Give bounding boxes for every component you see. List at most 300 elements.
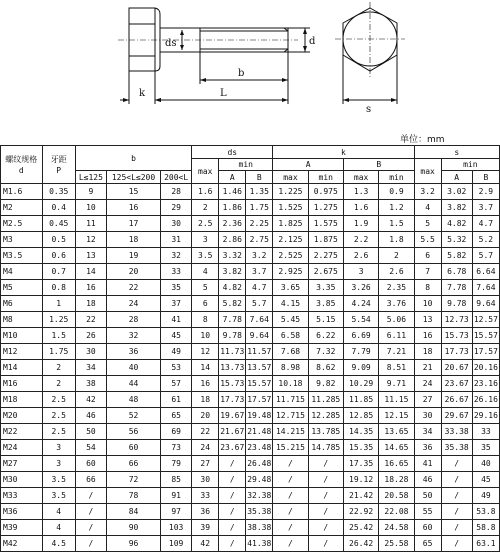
table-cell: 3 <box>343 264 378 280</box>
table-cell: 2.25 <box>246 216 273 232</box>
table-cell: 1.35 <box>246 184 273 200</box>
bolt-spec-table <box>0 145 500 552</box>
table-cell: 8 <box>192 312 219 328</box>
table-cell: / <box>273 456 308 472</box>
table-row <box>1 248 500 264</box>
table-cell: 4.82 <box>441 216 472 232</box>
table-cell: 2 <box>42 360 75 376</box>
table-cell: 29 <box>161 200 192 216</box>
table-row <box>1 504 500 520</box>
table-cell: 27 <box>192 456 219 472</box>
table-cell: 22.92 <box>343 504 378 520</box>
table-row <box>1 520 500 536</box>
header-k-A: A <box>273 159 344 171</box>
table-cell: 24 <box>192 440 219 456</box>
table-cell: 23.67 <box>219 440 246 456</box>
table-cell: 7.64 <box>246 312 273 328</box>
table-cell: 41.38 <box>246 536 273 552</box>
table-row <box>1 424 500 440</box>
table-cell: 41 <box>414 456 441 472</box>
table-cell: 90 <box>107 520 161 536</box>
table-cell: 65 <box>414 536 441 552</box>
table-cell: / <box>75 536 106 552</box>
table-cell: 2.525 <box>273 248 308 264</box>
table-cell: 1.2 <box>379 200 414 216</box>
row-size-cell: M36 <box>1 504 43 520</box>
table-row <box>1 456 500 472</box>
table-cell: 26.67 <box>441 392 472 408</box>
table-cell: 20 <box>192 408 219 424</box>
table-cell: 9.64 <box>472 296 499 312</box>
table-cell: 8.62 <box>308 360 343 376</box>
table-cell: 26.16 <box>472 392 499 408</box>
table-cell: 1 <box>42 296 75 312</box>
table-cell: 15.35 <box>343 440 378 456</box>
table-cell: 4 <box>42 504 75 520</box>
table-cell: / <box>441 456 472 472</box>
table-cell: 91 <box>161 488 192 504</box>
table-cell: 28 <box>161 184 192 200</box>
table-cell: 1.75 <box>42 344 75 360</box>
table-cell: 38.38 <box>246 520 273 536</box>
row-size-cell: M22 <box>1 424 43 440</box>
table-cell: 15.57 <box>472 328 499 344</box>
table-cell: 4 <box>42 520 75 536</box>
table-cell: 1.825 <box>273 216 308 232</box>
table-cell: 30 <box>192 472 219 488</box>
table-cell: 15.215 <box>273 440 308 456</box>
table-cell: 24.58 <box>379 520 414 536</box>
table-cell: 20 <box>107 264 161 280</box>
table-cell: 13.785 <box>308 424 343 440</box>
table-cell: 23.67 <box>441 376 472 392</box>
table-cell: 31 <box>161 232 192 248</box>
table-cell: 36 <box>192 504 219 520</box>
table-cell: 1.3 <box>343 184 378 200</box>
table-cell: 1.6 <box>192 184 219 200</box>
table-cell: 22 <box>75 312 106 328</box>
table-cell: 11.15 <box>379 392 414 408</box>
table-cell: 57 <box>161 376 192 392</box>
table-cell: 2.275 <box>308 248 343 264</box>
table-cell: 3.65 <box>273 280 308 296</box>
table-cell: 11.85 <box>343 392 378 408</box>
table-cell: 29.67 <box>441 408 472 424</box>
header-k-A-min: min <box>308 171 343 184</box>
table-cell: 35.38 <box>246 504 273 520</box>
table-cell: 7.32 <box>308 344 343 360</box>
table-cell: 1.5 <box>379 216 414 232</box>
table-cell: 49 <box>472 488 499 504</box>
table-cell: 0.8 <box>42 280 75 296</box>
table-cell: 12 <box>75 232 106 248</box>
table-cell: 3.76 <box>379 296 414 312</box>
table-cell: 3.26 <box>343 280 378 296</box>
table-cell: 11.285 <box>308 392 343 408</box>
table-cell: / <box>219 488 246 504</box>
table-cell: 49 <box>161 344 192 360</box>
table-cell: 54 <box>75 440 106 456</box>
table-cell: 13.65 <box>379 424 414 440</box>
table-cell: 2.5 <box>192 216 219 232</box>
table-cell: 7.78 <box>219 312 246 328</box>
table-cell: 1.525 <box>273 200 308 216</box>
table-cell: 16 <box>107 200 161 216</box>
label-d: d <box>309 36 316 47</box>
table-cell: 8.51 <box>379 360 414 376</box>
table-cell: 11.57 <box>246 344 273 360</box>
table-cell: 17 <box>107 216 161 232</box>
table-cell: 58.8 <box>472 520 499 536</box>
table-cell: 18 <box>107 232 161 248</box>
row-size-cell: M2.5 <box>1 216 43 232</box>
table-cell: 5.7 <box>472 248 499 264</box>
header-ds-min-A: A <box>219 171 246 184</box>
table-cell: 1.75 <box>246 200 273 216</box>
table-cell: / <box>308 520 343 536</box>
table-cell: 1.275 <box>308 200 343 216</box>
table-cell: 63.1 <box>472 536 499 552</box>
table-cell: 14.35 <box>343 424 378 440</box>
table-cell: 0.9 <box>379 184 414 200</box>
table-cell: / <box>308 536 343 552</box>
table-cell: 36 <box>414 440 441 456</box>
table-cell: 7.68 <box>273 344 308 360</box>
table-cell: 26.48 <box>246 456 273 472</box>
table-cell: 52 <box>107 408 161 424</box>
row-size-cell: M39 <box>1 520 43 536</box>
table-row <box>1 296 500 312</box>
table-cell: 45 <box>472 472 499 488</box>
header-size: 螺纹规格 d <box>1 146 43 184</box>
table-cell: 4.7 <box>472 216 499 232</box>
table-row <box>1 200 500 216</box>
table-cell: 21.42 <box>343 488 378 504</box>
table-cell: 5.54 <box>343 312 378 328</box>
table-cell: 1.25 <box>42 312 75 328</box>
table-row <box>1 280 500 296</box>
table-row <box>1 536 500 552</box>
table-cell: / <box>273 472 308 488</box>
table-header <box>1 146 500 184</box>
table-cell: 1.5 <box>42 328 75 344</box>
table-cell: 10 <box>75 200 106 216</box>
label-ds: ds <box>165 38 177 49</box>
table-cell: 15 <box>107 184 161 200</box>
bolt-head-side <box>129 8 155 71</box>
table-cell: 12.73 <box>441 312 472 328</box>
table-cell: 3.82 <box>219 264 246 280</box>
table-cell: 37 <box>161 296 192 312</box>
table-cell: 6.58 <box>273 328 308 344</box>
table-cell: 0.975 <box>308 184 343 200</box>
table-cell: 19.48 <box>246 408 273 424</box>
table-cell: 13.57 <box>246 360 273 376</box>
table-cell: 1.225 <box>273 184 308 200</box>
table-cell: 8.98 <box>273 360 308 376</box>
table-cell: 10.18 <box>273 376 308 392</box>
table-cell: / <box>308 456 343 472</box>
bolt-drawing <box>0 0 500 126</box>
table-cell: 109 <box>161 536 192 552</box>
row-size-cell: M33 <box>1 488 43 504</box>
table-cell: 14.215 <box>273 424 308 440</box>
table-cell: 2.5 <box>42 392 75 408</box>
header-ds-min-B: B <box>246 171 273 184</box>
table-cell: 16 <box>192 376 219 392</box>
table-cell: 21 <box>414 360 441 376</box>
table-cell: / <box>219 472 246 488</box>
table-cell: 3 <box>42 456 75 472</box>
table-cell: 7.21 <box>379 344 414 360</box>
table-cell: 29.16 <box>472 408 499 424</box>
table-cell: 17.57 <box>246 392 273 408</box>
table-cell: 19.12 <box>343 472 378 488</box>
table-cell: 1.86 <box>219 200 246 216</box>
header-k-B-min: min <box>379 171 414 184</box>
table-cell: 22 <box>107 280 161 296</box>
table-cell: 27 <box>414 392 441 408</box>
table-cell: 85 <box>161 472 192 488</box>
row-size-cell: M10 <box>1 328 43 344</box>
table-cell: 32.38 <box>246 488 273 504</box>
table-cell: 16.65 <box>379 456 414 472</box>
table-row <box>1 328 500 344</box>
table-cell: 38 <box>75 376 106 392</box>
table-cell: 5.2 <box>472 232 499 248</box>
header-k-A-max: max <box>273 171 308 184</box>
table-cell: 2.5 <box>42 424 75 440</box>
table-cell: 3.2 <box>246 248 273 264</box>
header-b: b <box>75 146 191 171</box>
table-cell: 1.46 <box>219 184 246 200</box>
table-cell: 2.35 <box>379 280 414 296</box>
table-cell: 20.58 <box>379 488 414 504</box>
table-cell: 23.48 <box>246 440 273 456</box>
row-size-cell: M3 <box>1 232 43 248</box>
table-cell: 18 <box>192 392 219 408</box>
row-size-cell: M30 <box>1 472 43 488</box>
table-cell: 18.28 <box>379 472 414 488</box>
table-cell: 14 <box>192 360 219 376</box>
table-cell: 60 <box>107 440 161 456</box>
header-s-min-A: A <box>441 171 472 184</box>
table-cell: 26.42 <box>343 536 378 552</box>
table-cell: 23.16 <box>472 376 499 392</box>
table-cell: 17.35 <box>343 456 378 472</box>
table-row <box>1 232 500 248</box>
table-cell: 35 <box>161 280 192 296</box>
table-cell: 2.125 <box>273 232 308 248</box>
header-s-min-B: B <box>472 171 499 184</box>
table-cell: 5.82 <box>219 296 246 312</box>
table-cell: 78 <box>107 488 161 504</box>
table-cell: 0.45 <box>42 216 75 232</box>
table-cell: 42 <box>192 536 219 552</box>
table-cell: 13 <box>414 312 441 328</box>
table-cell: 9 <box>75 184 106 200</box>
table-cell: 5.15 <box>308 312 343 328</box>
table-cell: 3.7 <box>472 200 499 216</box>
table-cell: 8 <box>414 280 441 296</box>
table-cell: 72 <box>107 472 161 488</box>
row-size-cell: M4 <box>1 264 43 280</box>
table-cell: / <box>441 488 472 504</box>
table-cell: 4.24 <box>343 296 378 312</box>
header-k-B-max: max <box>343 171 378 184</box>
table-cell: 40 <box>472 456 499 472</box>
table-row <box>1 312 500 328</box>
table-cell: / <box>75 520 106 536</box>
table-cell: 97 <box>161 504 192 520</box>
row-size-cell: M5 <box>1 280 43 296</box>
row-size-cell: M42 <box>1 536 43 552</box>
table-cell: / <box>219 536 246 552</box>
table-cell: 65 <box>161 408 192 424</box>
table-cell: / <box>273 520 308 536</box>
table-cell: 50 <box>75 424 106 440</box>
row-size-cell: M1.6 <box>1 184 43 200</box>
table-cell: 56 <box>107 424 161 440</box>
header-b-1: L≤125 <box>75 171 106 184</box>
table-row <box>1 264 500 280</box>
table-cell: / <box>441 472 472 488</box>
table-row <box>1 216 500 232</box>
table-cell: 2.6 <box>379 264 414 280</box>
table-cell: 3.5 <box>42 472 75 488</box>
table-cell: / <box>273 536 308 552</box>
table-cell: 3.02 <box>441 184 472 200</box>
table-cell: 2.2 <box>343 232 378 248</box>
table-cell: 2.5 <box>42 408 75 424</box>
label-L: L <box>220 88 227 99</box>
table-cell: 69 <box>161 424 192 440</box>
table-cell: 3.32 <box>219 248 246 264</box>
table-cell: 12.15 <box>379 408 414 424</box>
table-cell: 12 <box>192 344 219 360</box>
table-cell: 53 <box>161 360 192 376</box>
table-cell: 4.7 <box>246 280 273 296</box>
table-cell: 5 <box>192 280 219 296</box>
table-cell: 13.73 <box>219 360 246 376</box>
table-cell: 1.575 <box>308 216 343 232</box>
table-cell: 41 <box>161 312 192 328</box>
header-pitch: 牙距 P <box>42 146 75 184</box>
table-cell: 40 <box>107 360 161 376</box>
table-row <box>1 392 500 408</box>
table-cell: / <box>308 488 343 504</box>
table-cell: 30 <box>161 216 192 232</box>
table-cell: 2 <box>379 248 414 264</box>
table-row <box>1 376 500 392</box>
table-cell: 96 <box>107 536 161 552</box>
table-cell: 79 <box>161 456 192 472</box>
table-cell: 29.48 <box>246 472 273 488</box>
table-cell: 6 <box>414 248 441 264</box>
table-cell: 34 <box>75 360 106 376</box>
table-cell: 13 <box>75 248 106 264</box>
table-cell: / <box>273 488 308 504</box>
table-cell: 24 <box>107 296 161 312</box>
table-cell: 10.29 <box>343 376 378 392</box>
table-cell: 0.5 <box>42 232 75 248</box>
table-row <box>1 472 500 488</box>
bolt-shank <box>160 28 288 52</box>
table-cell: 6.69 <box>343 328 378 344</box>
table-cell: / <box>219 504 246 520</box>
table-cell: 3 <box>192 232 219 248</box>
table-cell: 3.2 <box>414 184 441 200</box>
table-row <box>1 408 500 424</box>
table-cell: 0.35 <box>42 184 75 200</box>
table-cell: 2.75 <box>246 232 273 248</box>
table-cell: 66 <box>75 472 106 488</box>
table-cell: 9.64 <box>246 328 273 344</box>
table-cell: 26 <box>75 328 106 344</box>
table-cell: 0.4 <box>42 200 75 216</box>
header-ds-max: max <box>192 159 219 184</box>
table-cell: / <box>75 504 106 520</box>
table-cell: 48 <box>107 392 161 408</box>
table-cell: 22.08 <box>379 504 414 520</box>
table-cell: 10 <box>414 296 441 312</box>
table-cell: 9.09 <box>343 360 378 376</box>
table-cell: 2.86 <box>219 232 246 248</box>
table-cell: 2.36 <box>219 216 246 232</box>
row-size-cell: M12 <box>1 344 43 360</box>
table-cell: 61 <box>161 392 192 408</box>
table-cell: 33 <box>161 264 192 280</box>
table-cell: 4 <box>414 200 441 216</box>
table-cell: 9.78 <box>219 328 246 344</box>
table-cell: 60 <box>414 520 441 536</box>
table-cell: 53.8 <box>472 504 499 520</box>
table-cell: 25.58 <box>379 536 414 552</box>
table-cell: 6.64 <box>472 264 499 280</box>
table-cell: 16 <box>75 280 106 296</box>
table-cell: 5.82 <box>441 248 472 264</box>
table-row <box>1 488 500 504</box>
table-cell: 20.67 <box>441 360 472 376</box>
table-cell: 24 <box>414 376 441 392</box>
table-cell: 9.78 <box>441 296 472 312</box>
unit-note: 单位：mm <box>400 135 445 145</box>
table-cell: 9.82 <box>308 376 343 392</box>
table-cell: 73 <box>161 440 192 456</box>
header-s: s <box>414 146 499 159</box>
table-cell: 7.64 <box>472 280 499 296</box>
table-cell: 16 <box>414 328 441 344</box>
table-cell: 34 <box>414 424 441 440</box>
table-cell: 14 <box>75 264 106 280</box>
table-cell: 19.67 <box>219 408 246 424</box>
table-cell: 103 <box>161 520 192 536</box>
table-cell: 32 <box>107 328 161 344</box>
table-cell: 55 <box>414 504 441 520</box>
row-size-cell: M6 <box>1 296 43 312</box>
header-b-2: 125<L≤200 <box>107 171 161 184</box>
table-cell: 2.925 <box>273 264 308 280</box>
table-cell: 39 <box>192 520 219 536</box>
table-cell: 3.7 <box>246 264 273 280</box>
table-cell: 12.85 <box>343 408 378 424</box>
label-k: k <box>139 88 146 99</box>
table-cell: 66 <box>107 456 161 472</box>
table-cell: 3.82 <box>441 200 472 216</box>
row-size-cell: M16 <box>1 376 43 392</box>
table-cell: 4.15 <box>273 296 308 312</box>
row-size-cell: M8 <box>1 312 43 328</box>
